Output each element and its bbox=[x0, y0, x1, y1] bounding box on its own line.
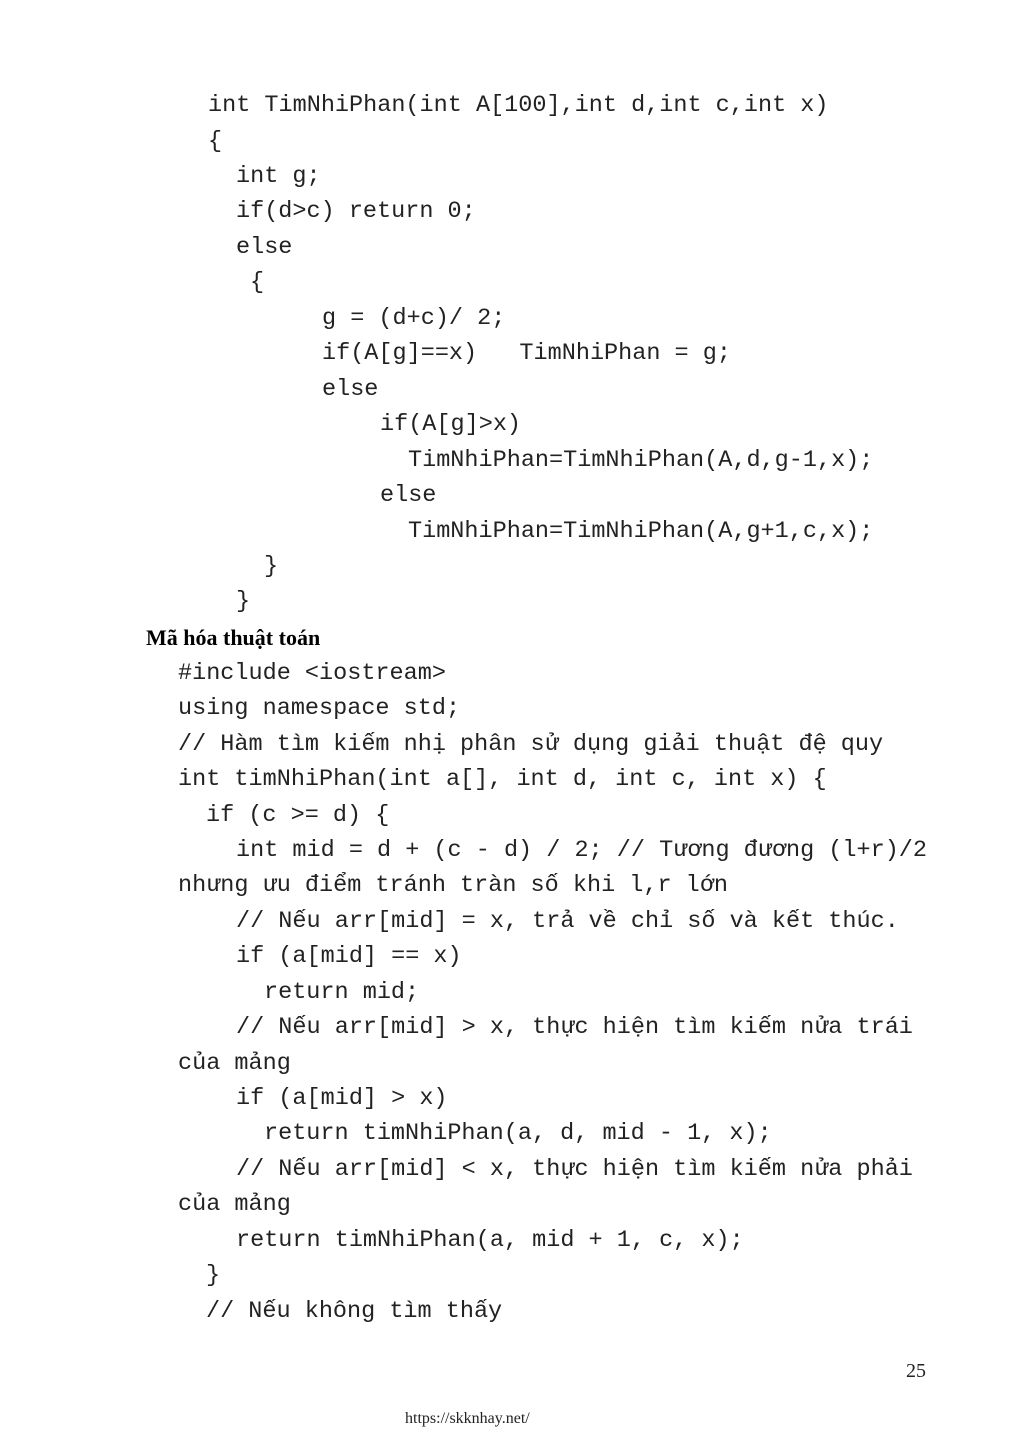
code-line: if (a[mid] == x) bbox=[236, 943, 462, 970]
code-line: // Nếu arr[mid] < x, thực hiện tìm kiếm nửa phải bbox=[236, 1156, 913, 1183]
section-heading: Mã hóa thuật toán bbox=[146, 625, 321, 650]
code-line: // Hàm tìm kiếm nhị phân sử dụng giải thuật đệ quy bbox=[178, 731, 884, 758]
code-line: else bbox=[380, 482, 437, 509]
code-line: } bbox=[264, 553, 279, 580]
footer-url[interactable]: https://skknhay.net/ bbox=[405, 1410, 530, 1427]
code-line: return timNhiPhan(a, d, mid - 1, x); bbox=[264, 1120, 772, 1147]
code-line: // Nếu arr[mid] > x, thực hiện tìm kiếm nửa trái bbox=[236, 1014, 913, 1041]
code-line: g = (d+c)/ 2; bbox=[322, 305, 506, 332]
code-line: if(A[g]>x) bbox=[380, 411, 522, 438]
code-line: { bbox=[208, 128, 223, 155]
code-line: } bbox=[206, 1262, 221, 1289]
code-line: // Nếu không tìm thấy bbox=[206, 1298, 503, 1325]
code-line: của mảng bbox=[178, 1191, 291, 1218]
code-line: return mid; bbox=[264, 979, 420, 1006]
code-line: int timNhiPhan(int a[], int d, int c, int x) { bbox=[178, 766, 827, 793]
code-line: if (a[mid] > x) bbox=[236, 1085, 448, 1112]
code-line: else bbox=[322, 376, 379, 403]
code-line: else bbox=[236, 234, 293, 261]
code-line: của mảng bbox=[178, 1050, 291, 1077]
code-line: TimNhiPhan=TimNhiPhan(A,d,g-1,x); bbox=[408, 447, 874, 474]
code-line: #include <iostream> bbox=[178, 660, 446, 687]
code-line: using namespace std; bbox=[178, 695, 461, 722]
code-line: if(A[g]==x) TimNhiPhan = g; bbox=[322, 340, 731, 367]
code-line: if (c >= d) { bbox=[206, 802, 390, 829]
code-line: } bbox=[236, 588, 251, 615]
code-line: int TimNhiPhan(int A[100],int d,int c,int x) bbox=[208, 92, 829, 119]
code-line: if(d>c) return 0; bbox=[236, 198, 476, 225]
code-line: TimNhiPhan=TimNhiPhan(A,g+1,c,x); bbox=[408, 518, 874, 545]
code-line: int g; bbox=[236, 163, 321, 190]
code-line: nhưng ưu điểm tránh tràn số khi l,r lớn bbox=[178, 872, 728, 899]
code-line: int mid = d + (c - d) / 2; // Tương đương (l+r)/2 bbox=[236, 837, 928, 864]
code-line: { bbox=[250, 269, 265, 296]
code-line: return timNhiPhan(a, mid + 1, c, x); bbox=[236, 1227, 744, 1254]
code-line: // Nếu arr[mid] = x, trả về chỉ số và kết thúc. bbox=[236, 908, 899, 935]
page-number: 25 bbox=[906, 1360, 926, 1382]
